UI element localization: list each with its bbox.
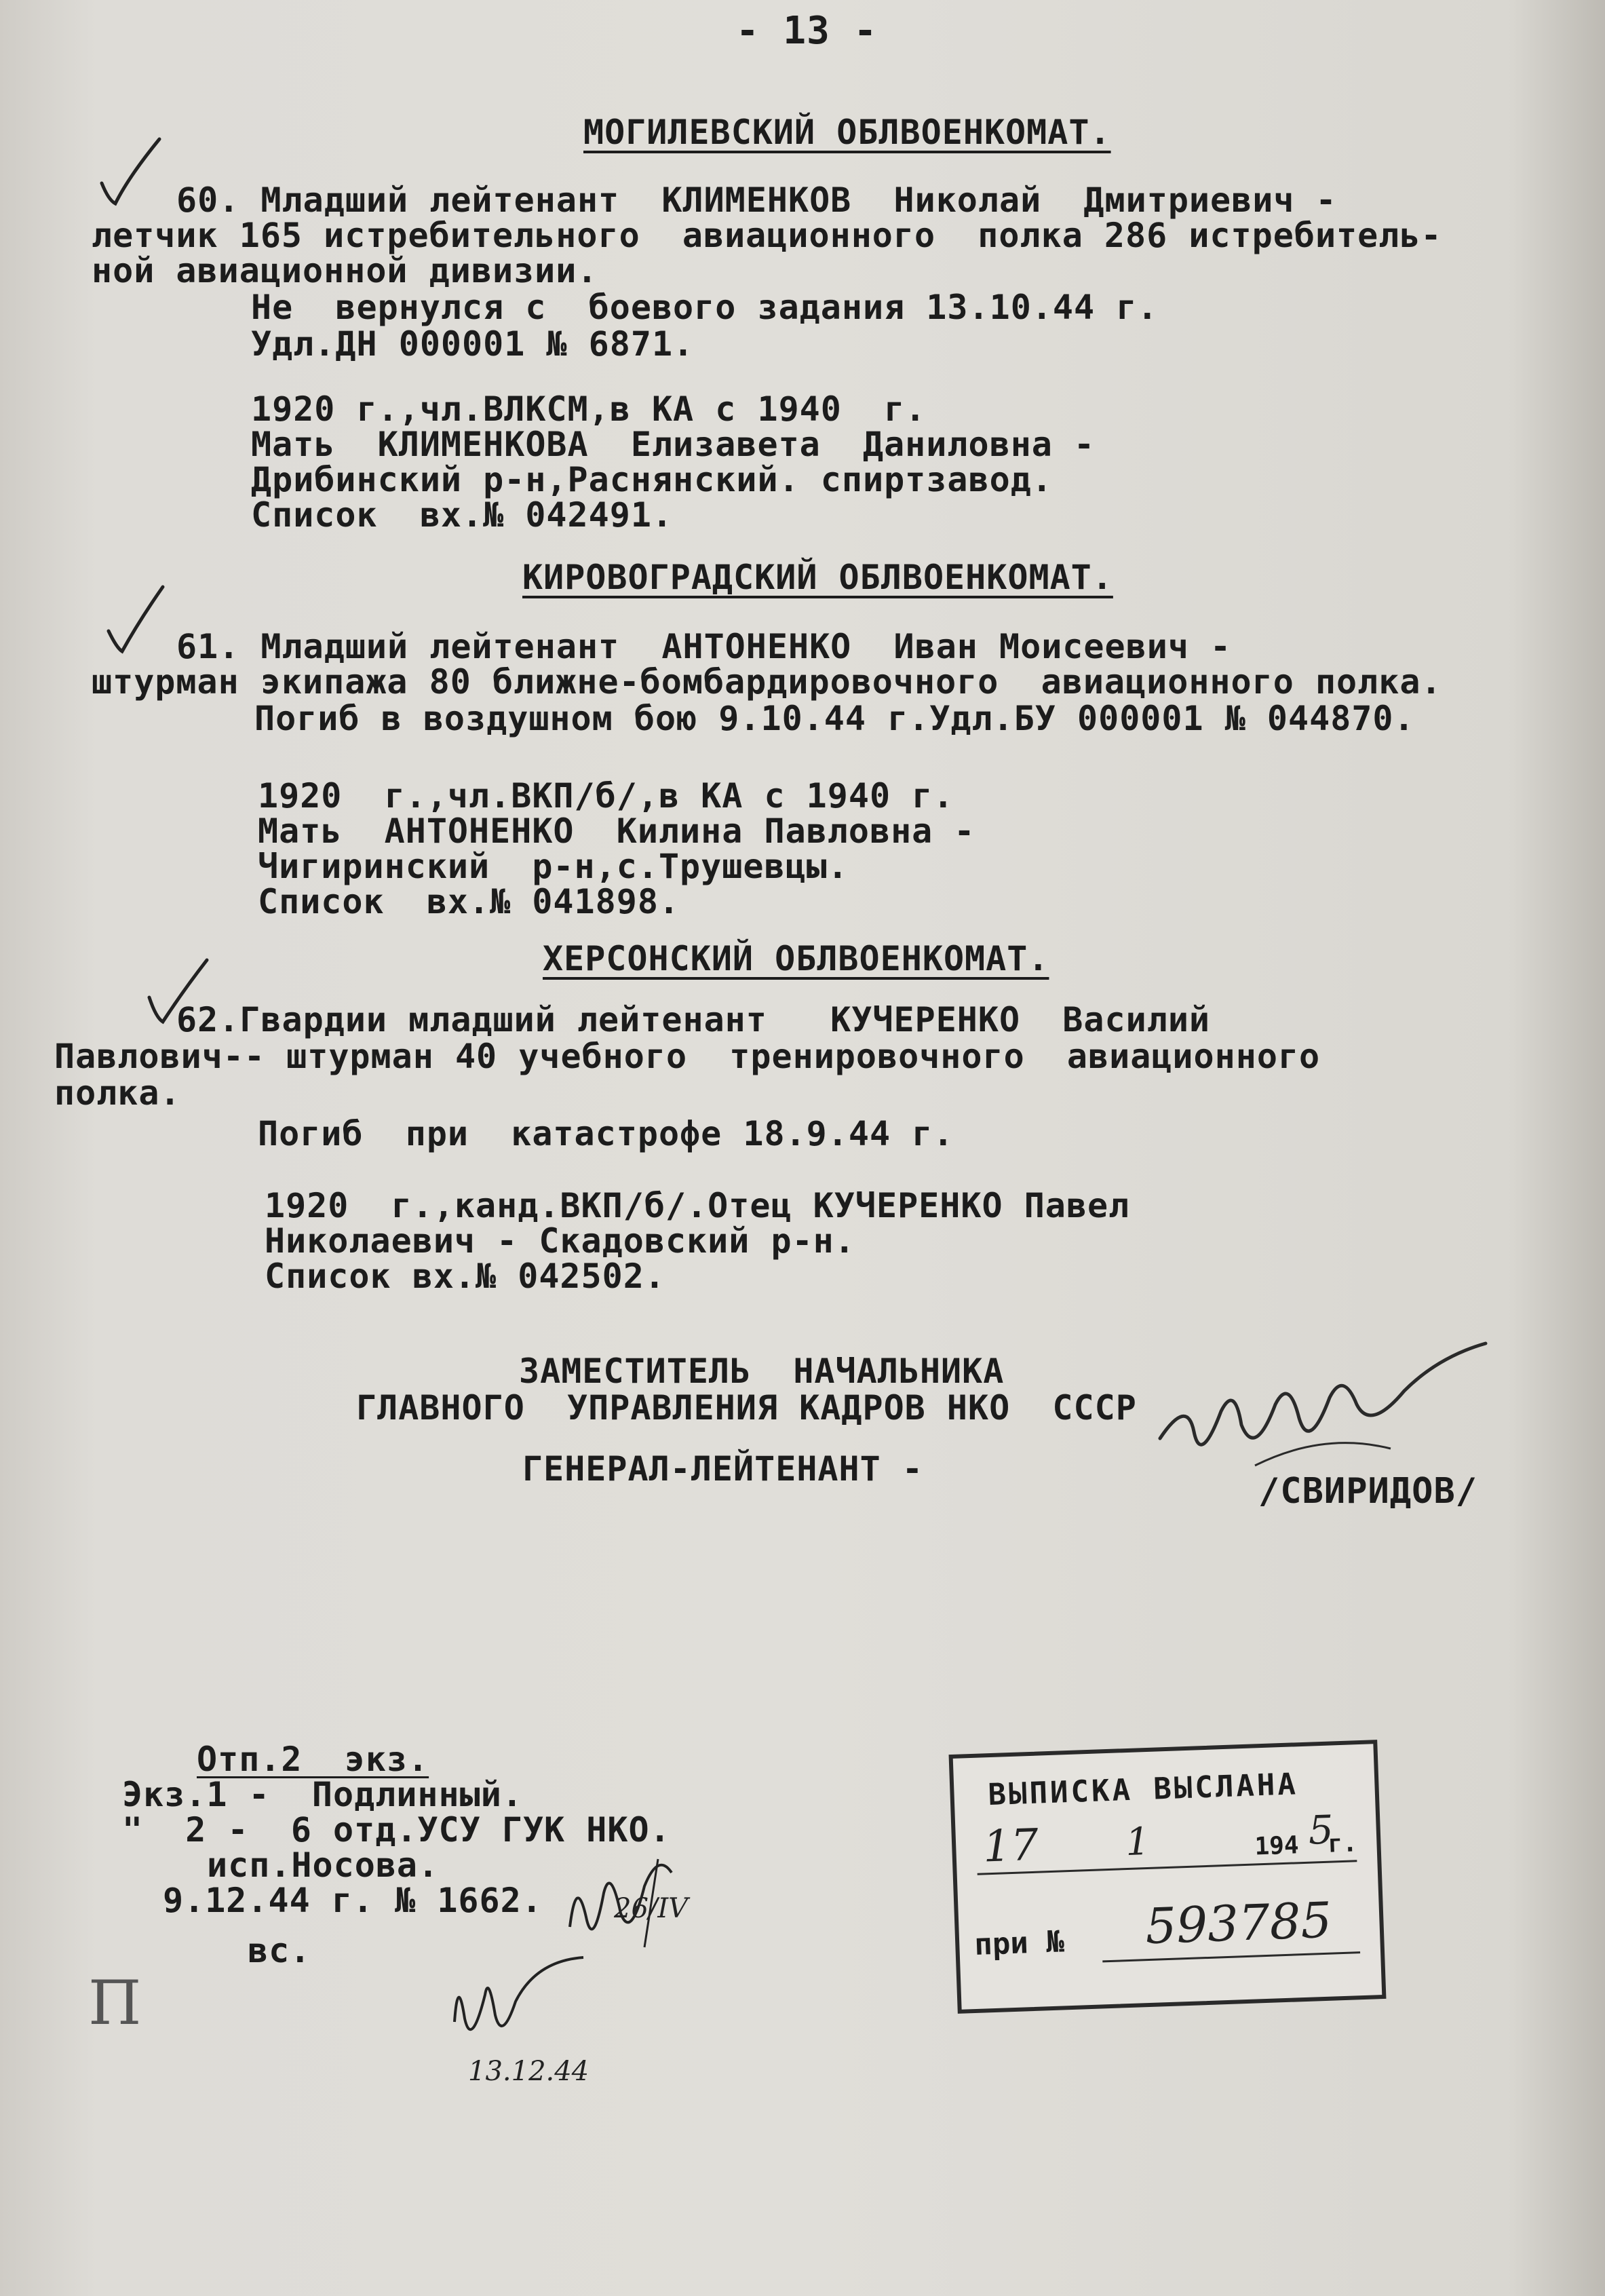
- copy-2-recipient: " 2 - 6 отд.УСУ ГУК НКО.: [122, 1810, 671, 1850]
- section-heading-kherson: ХЕРСОНСКИЙ ОБЛВОЕНКОМАТ.: [543, 939, 1049, 978]
- record-60-line-2: летчик 165 истребительного авиационного полка 286 истребитель-: [92, 216, 1442, 255]
- record-60-line-9: Список вх.№ 042491.: [251, 495, 674, 535]
- record-60-line-8: Дрибинский р-н,Раснянский. спиртзавод.: [251, 460, 1053, 499]
- record-60-line-4: Не вернулся с боевого задания 13.10.44 г.: [251, 288, 1159, 327]
- record-61-line-1: 61. Младший лейтенант АНТОНЕНКО Иван Моисеевич -: [176, 627, 1232, 666]
- record-62-line-2: Павлович-- штурман 40 учебного тренировочного авиационного: [54, 1037, 1321, 1076]
- section-heading-kirovograd: КИРОВОГРАДСКИЙ ОБЛВОЕНКОМАТ.: [522, 558, 1113, 597]
- record-61-line-2: штурман экипажа 80 ближне-бомбардировочного авиационного полка.: [92, 662, 1442, 702]
- record-62-line-1: 62.Гвардии младший лейтенант КУЧЕРЕНКО Василий: [176, 1000, 1211, 1039]
- record-60-line-3: ной авиационной дивизии.: [92, 251, 598, 290]
- stamp-number: 593785: [1144, 1891, 1333, 1955]
- record-62-line-3: полка.: [54, 1073, 181, 1113]
- dispatch-stamp: [949, 1740, 1387, 2014]
- page-number: - 13 -: [736, 9, 878, 53]
- handwritten-letter-p: П: [88, 1968, 142, 2039]
- stamp-year-g: г.: [1327, 1829, 1358, 1858]
- record-60-line-1: 60. Младший лейтенант КЛИМЕНКОВ Николай Дмитриевич -: [176, 180, 1337, 220]
- record-61-line-7: Список вх.№ 041898.: [258, 882, 680, 921]
- handwritten-date: 13.12.44: [468, 2056, 589, 2087]
- record-60-line-5: Удл.ДН 000001 № 6871.: [251, 324, 695, 364]
- signatory-name: /СВИРИДОВ/: [1258, 1471, 1478, 1512]
- stamp-year-prefix: 194: [1254, 1831, 1300, 1861]
- stamp-year-suffix: 5: [1307, 1806, 1334, 1854]
- stamp-title: ВЫПИСКА ВЫСЛАНА: [987, 1767, 1299, 1813]
- copy-1-original: Экз.1 - Подлинный.: [122, 1775, 523, 1814]
- record-61-line-4: 1920 г.,чл.ВКП/б/,в КА с 1940 г.: [258, 776, 954, 816]
- executor-name: исп.Носова.: [207, 1845, 440, 1885]
- record-61-line-3: Погиб в воздушном бою 9.10.44 г.Удл.БУ 000001 № 044870.: [254, 699, 1415, 738]
- record-61-line-6: Чигиринский р-н,с.Трушевцы.: [258, 847, 849, 886]
- stamp-pri-label: при №: [973, 1924, 1065, 1962]
- record-62-line-4: Погиб при катастрофе 18.9.44 г.: [258, 1114, 954, 1153]
- record-62-line-6: Николаевич - Скадовский р-н.: [265, 1221, 855, 1261]
- stamp-month: 1: [1125, 1819, 1150, 1865]
- typist-initials: вс.: [248, 1931, 311, 1970]
- stamp-day: 17: [982, 1820, 1039, 1873]
- stamp-number-line: [1102, 1951, 1360, 1962]
- signature-title-line-1: ЗАМЕСТИТЕЛЬ НАЧАЛЬНИКА: [519, 1352, 1005, 1391]
- handwritten-fraction: 26/IV: [614, 1893, 689, 1924]
- record-61-line-5: Мать АНТОНЕНКО Килина Павловна -: [258, 811, 975, 851]
- record-62-line-5: 1920 г.,канд.ВКП/б/.Отец КУЧЕРЕНКО Павел: [265, 1186, 1130, 1225]
- record-60-line-7: Мать КЛИМЕНКОВА Елизавета Даниловна -: [251, 425, 1096, 464]
- copies-count: Отп.2 экз.: [197, 1740, 429, 1779]
- section-heading-mogilev: МОГИЛЕВСКИЙ ОБЛВОЕНКОМАТ.: [583, 113, 1111, 152]
- signature-title-line-3: ГЕНЕРАЛ-ЛЕЙТЕНАНТ -: [522, 1449, 923, 1489]
- signature-title-line-2: ГЛАВНОГО УПРАВЛЕНИЯ КАДРОВ НКО СССР: [356, 1388, 1137, 1428]
- record-62-line-7: Список вх.№ 042502.: [265, 1257, 665, 1296]
- outgoing-date-number: 9.12.44 г. № 1662.: [163, 1881, 543, 1920]
- record-60-line-6: 1920 г.,чл.ВЛКСМ,в КА с 1940 г.: [251, 389, 927, 429]
